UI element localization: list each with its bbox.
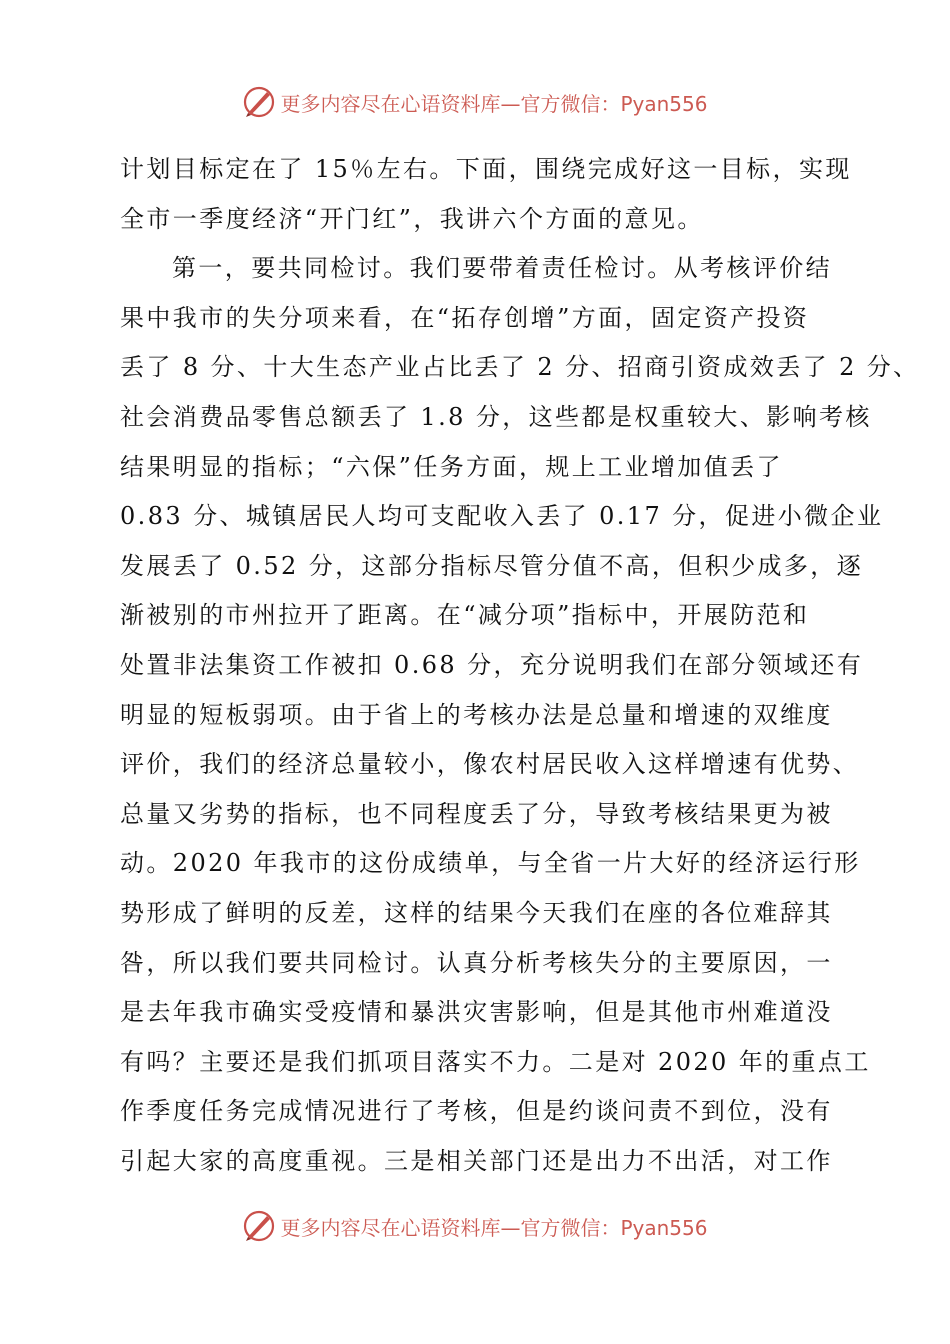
text-line: 果中我市的失分项来看，在“拓存创增”方面，固定资产投资 bbox=[120, 303, 810, 332]
text-line: 结果明显的指标；“六保”任务方面，规上工业增加值丢了 bbox=[120, 452, 783, 481]
text-line: 明显的短板弱项。由于省上的考核办法是总量和增速的双维度 bbox=[120, 700, 833, 729]
pen-circle-icon bbox=[242, 1209, 276, 1243]
text-line: 社会消费品零售总额丢了 1.8 分，这些都是权重较大、影响考核 bbox=[120, 402, 872, 431]
document-body bbox=[120, 145, 920, 1186]
footer-banner bbox=[0, 1206, 950, 1246]
text-line: 丢了 8 分、十大生态产业占比丢了 2 分、招商引资成效丢了 2 分、 bbox=[120, 353, 920, 382]
header-banner bbox=[0, 82, 950, 122]
text-line: 引起大家的高度重视。三是相关部门还是出力不出活，对工作 bbox=[120, 1146, 833, 1175]
text-line: 咎，所以我们要共同检讨。认真分析考核失分的主要原因，一 bbox=[120, 948, 833, 977]
banner-text: 更多内容尽在心语资料库—官方微信：Pyan556 bbox=[280, 1215, 708, 1240]
text-line: 全市一季度经济“开门红”，我讲六个方面的意见。 bbox=[120, 204, 704, 233]
text-line: 作季度任务完成情况进行了考核，但是约谈问责不到位，没有 bbox=[120, 1097, 833, 1126]
text-line: 0.83 分、城镇居民人均可支配收入丢了 0.17 分，促进小微企业 bbox=[120, 502, 884, 531]
text-line: 势形成了鲜明的反差，这样的结果今天我们在座的各位难辞其 bbox=[120, 898, 833, 927]
text-line: 评价，我们的经济总量较小，像农村居民收入这样增速有优势、 bbox=[120, 750, 860, 779]
text-line: 渐被别的市州拉开了距离。在“减分项”指标中，开展防范和 bbox=[120, 601, 810, 630]
text-line: 有吗？主要还是我们抓项目落实不力。二是对 2020 年的重点工 bbox=[120, 1047, 871, 1076]
text-line: 第一，要共同检讨。我们要带着责任检讨。从考核评价结 bbox=[172, 254, 832, 283]
pen-circle-icon bbox=[242, 85, 276, 119]
text-line: 发展丢了 0.52 分，这部分指标尽管分值不高，但积少成多，逐 bbox=[120, 551, 864, 580]
text-line: 动。2020 年我市的这份成绩单，与全省一片大好的经济运行形 bbox=[120, 849, 861, 878]
text-line: 是去年我市确实受疫情和暴洪灾害影响，但是其他市州难道没 bbox=[120, 998, 833, 1027]
text-line: 处置非法集资工作被扣 0.68 分，充分说明我们在部分领域还有 bbox=[120, 650, 864, 679]
text-line: 总量又劣势的指标，也不同程度丢了分，导致考核结果更为被 bbox=[120, 799, 833, 828]
banner-text: 更多内容尽在心语资料库—官方微信：Pyan556 bbox=[280, 91, 708, 116]
text-line: 计划目标定在了 15％左右。下面，围绕完成好这一目标，实现 bbox=[120, 155, 852, 183]
